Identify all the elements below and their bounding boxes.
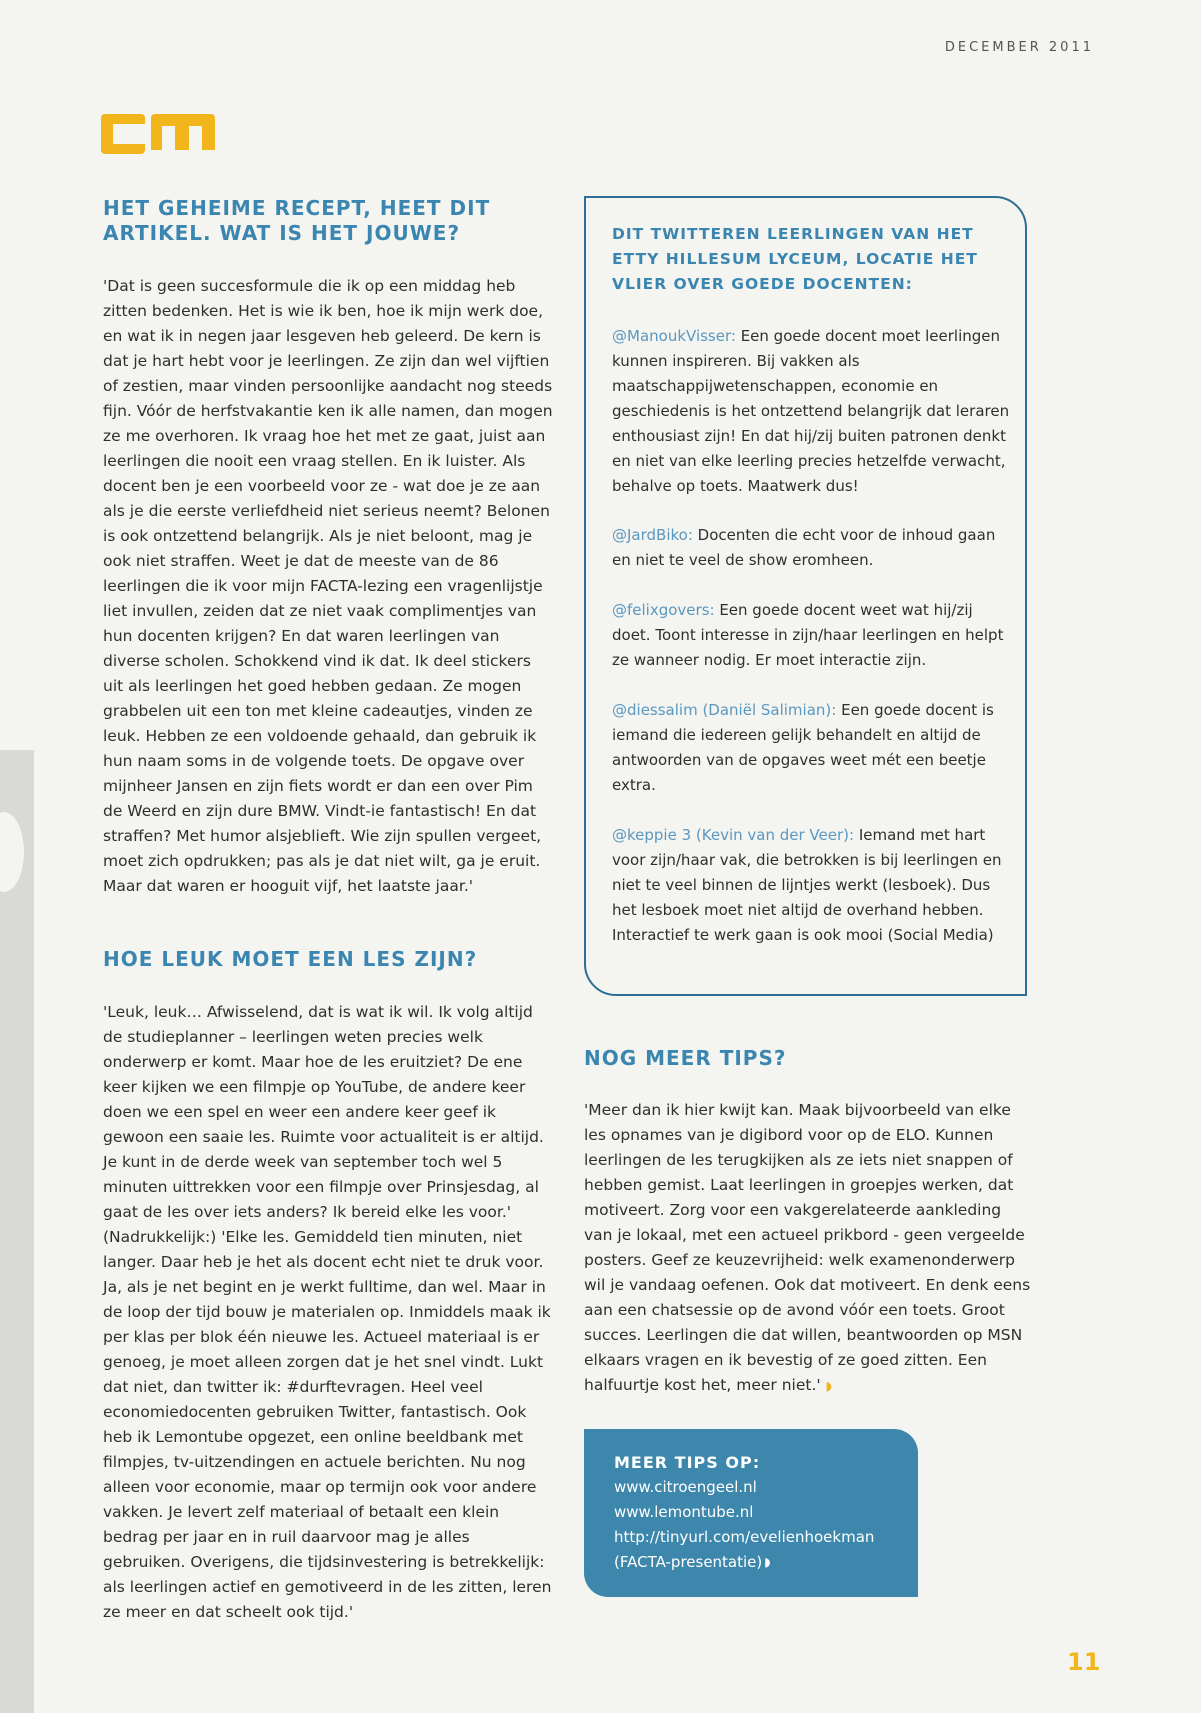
article-paragraph-main: 'Dat is geen succesformule die ik op een middag heb zitten bedenken. Het is wie ik ben, hoe ik mijn werk doe, en wat ik in negen jaar lesgeven heb geleerd. De kern is dat je hart hebt voor je leerlingen. Ze zijn dan wel vijftien of zestien, maar vinden persoonlijke aandacht nog steeds fijn. Vóór de herfstvakantie ken ik alle namen, dan mogen ze me overhoren. Ik vraag hoe het met ze gaat, juist aan leerlingen die nooit een vraag stellen. En ik luister. Als docent ben je een voorbeeld voor ze - wat doe je ze aan als je die eerste verliefdheid niet serieus neemt? Belonen is ook ontzettend belangrijk. Als je niet beloont, mag je ook niet straffen. Weet je dat de meeste van de 86 leerlingen die ik voor mijn FACTA-lezing een vragenlijstje liet invullen, zeiden dat ze niet vaak complimentjes van hun docenten krijgen? En dat waren leerlingen van diverse scholen. Schokkend vind ik dat. Ik deel stickers uit als leerlingen het goed hebben gedaan. Ze mogen grabbelen uit een ton met kleine cadeautjes, vinden ze leuk. Hebben ze een voldoende gehaald, dan gebruik ik hun naam soms in de volgende toets. De opgave over mijnheer Jansen en zijn fiets wordt er dan een over Pim de Weerd en zijn dure BMW. Vindt-ie fantastisch! En dat straffen? Met humor alsjeblieft. Wie zijn spullen vergeet, moet zich opdrukken; pas als je dat niet wilt, ga je eruit. Maar dat waren er hooguit vijf, het laatste jaar.': [103, 277, 553, 895]
tweet-handle[interactable]: @JardBiko:: [612, 526, 693, 544]
article-heading-tips: NOG MEER TIPS?: [584, 1046, 787, 1070]
issue-date: DECEMBER 2011: [944, 40, 1094, 55]
triangle-arrow-icon: ◗: [764, 1555, 771, 1569]
tweet-handle[interactable]: @keppie 3 (Kevin van der Veer):: [612, 826, 855, 844]
article-paragraph-leuk: 'Leuk, leuk… Afwisselend, dat is wat ik wil. Ik volg altijd de studieplanner – leerlingen weten precies welk onderwerp er komt. Maar hoe de les eruitziet? De ene keer kijken we een filmpje op YouTube, de andere keer doen we een spel en weer een andere keer geef ik gewoon een saaie les. Ruimte voor actualiteit is er altijd. Je kunt in de derde week van september toch wel 5 minuten uittrekken voor een filmpje over Prinsjesdag, al gaat de les over iets anders? Ik bereid elke les voor.' (Nadrukkelijk:) 'Elke les. Gemiddeld tien minuten, niet langer. Daar heb je het als docent echt niet te druk voor. Ja, als je net begint en je werkt fulltime, dan wel. Maar in de loop der tijd bouw je materialen op. Inmiddels maak ik per klas per blok één nieuwe les. Actueel materiaal is er genoeg, je moet alleen zorgen dat je het snel vindt. Lukt dat niet, dan twitter ik: #durftevragen. Heel veel economiedocenten gebruiken Twitter, fantastisch. Ook heb ik Lemontube opgezet, een online beeldbank met filmpjes, tv-uitzendingen en actuele berichten. Nu nog alleen voor economie, maar op termijn ook voor andere vakken. Je levert zelf materiaal of betaalt een klein bedrag per jaar en in ruil daarvoor mag je alles gebruiken. Overigens, die tijdsinvestering is betrekkelijk: als leerlingen actief en gemotiveerd in de les zitten, leren ze meer en dat scheelt ook tijd.': [103, 1003, 552, 1621]
page-edge-shadow: [0, 750, 34, 1713]
more-tips-note: [614, 1550, 888, 1575]
tweet-item: [612, 598, 1012, 673]
link-lemontube[interactable]: www.lemontube.nl: [614, 1503, 754, 1521]
link-citroengeel[interactable]: www.citroengeel.nl: [614, 1478, 757, 1496]
tweet-text: Een goede docent moet leerlingen kunnen inspireren. Bij vakken als maatschappijwetenschappen, economie en geschiedenis is het ontzettend belangrijk dat leraren enthousiast zijn! En dat hij/zij buiten patronen denkt en niet van elke leerling precies hetzelfde verwacht, behalve op toets. Maatwerk dus!: [612, 327, 1010, 495]
tweet-box: [584, 196, 1027, 996]
tweet-item: [612, 324, 1012, 499]
article-heading-main: HET GEHEIME RECEPT, HEET DIT ARTIKEL. WAT IS HET JOUWE?: [103, 196, 491, 245]
link-tinyurl[interactable]: http://tinyurl.com/evelienhoekman: [614, 1528, 875, 1546]
article-paragraph-tips: [584, 1098, 1034, 1399]
tweet-handle[interactable]: @ManoukVisser:: [612, 327, 736, 345]
tweet-handle[interactable]: @diessalim (Daniël Salimian):: [612, 701, 837, 719]
article-heading-leuk: HOE LEUK MOET EEN LES ZIJN?: [103, 947, 478, 971]
tips-text: 'Meer dan ik hier kwijt kan. Maak bijvoorbeeld van elke les opnames van je digibord voor op de ELO. Kunnen leerlingen de les terugkijken als ze iets niet snappen of hebben gemist. Laat leerlingen in groepjes werken, dat motiveert. Zorg voor een vakgerelateerde aankleding van je lokaal, met een actueel prikbord - geen vergeelde posters. Geef ze keuzevrijheid: welk examenonderwerp wil je vandaag oefenen. Ook dat motiveert. En denk eens aan een chatsessie op de avond vóór een toets. Groot succes. Leerlingen die dat willen, beantwoorden op MSN elkaars vragen en ik bevestig of ze goed zitten. Een halfuurtje kost het, meer niet.': [584, 1101, 1031, 1394]
tweet-box-title: DIT TWITTEREN LEERLINGEN VAN HET ETTY HILLESUM LYCEUM, LOCATIE HET VLIER OVER GOEDE DOCENTEN:: [612, 225, 978, 293]
tweet-item: [612, 523, 1012, 573]
half-circle-end-icon: ◗: [825, 1379, 832, 1393]
more-tips-title: MEER TIPS OP:: [614, 1453, 761, 1472]
cm-logo-icon: [101, 110, 215, 156]
tweet-text: Docenten die echt voor de inhoud gaan en niet te veel de show eromheen.: [612, 526, 996, 569]
facta-label: (FACTA-presentatie): [614, 1553, 763, 1571]
tweet-text: Iemand met hart voor zijn/haar vak, die betrokken is bij leerlingen en niet te veel binnen de lijntjes werkt (lesboek). Dus het lesboek moet niet altijd de overhand hebben. Interactief te werk gaan is ook mooi (Social Media): [612, 826, 1002, 944]
more-tips-box: [584, 1429, 918, 1597]
page-number: 11: [1067, 1648, 1101, 1676]
tweet-handle[interactable]: @felixgovers:: [612, 601, 715, 619]
tweet-item: [612, 823, 1012, 948]
tweet-item: [612, 698, 1012, 798]
tweet-text: Een goede docent weet wat hij/zij doet. Toont interesse in zijn/haar leerlingen en helpt ze wanneer nodig. Er moet interactie zijn.: [612, 601, 1004, 669]
tweet-text: Een goede docent is iemand die iedereen gelijk behandelt en altijd de antwoorden van de opgaves weet mét een beetje extra.: [612, 701, 994, 794]
